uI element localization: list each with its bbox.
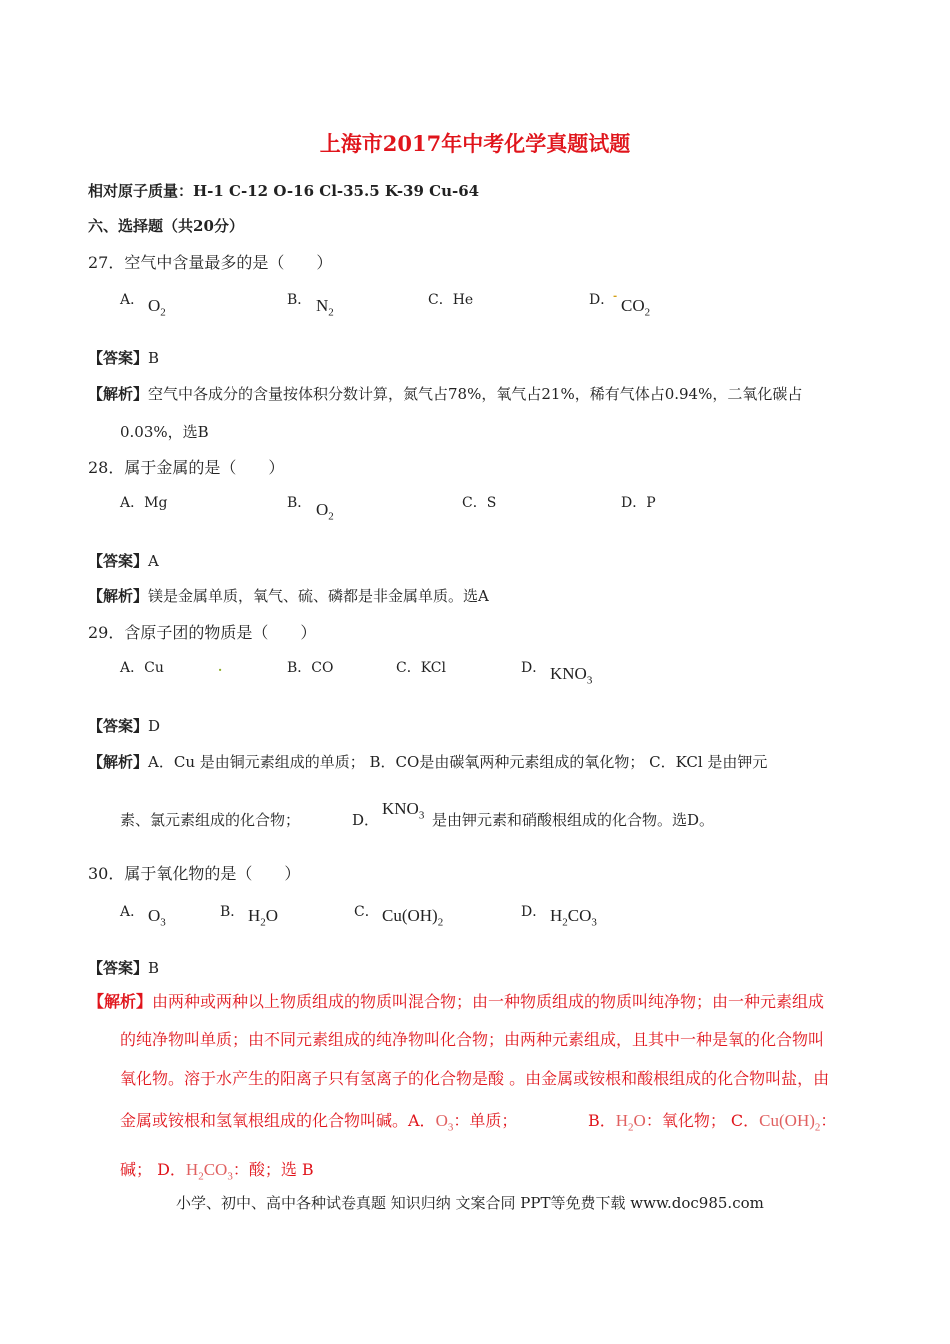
q27-stem: 27．空气中含量最多的是（ ）: [88, 253, 333, 272]
q28-answer: 【答案】A: [88, 552, 159, 570]
q29-analysis-cont: 素、氯元素组成的化合物；: [120, 811, 301, 829]
q30-analysis-line3: 氧化物。溶于水产生的阳离子只有氢离子的化合物是酸 。由金属或铵根和酸根组成的化合物叫盐，由: [120, 1069, 830, 1088]
q30-option-b-formula: $H_2O$: [248, 906, 279, 929]
q27-option-a-label: A．: [120, 292, 145, 308]
footer: 小学、初中、高中各种试卷真题 知识归纳 文案合同 PPT等免费下载 www.doc985.com: [176, 1194, 764, 1212]
q27-option-d-formula: $CO_2$: [621, 296, 651, 319]
q29-option-d-label: D．: [521, 660, 547, 676]
q30-analysis-line4-right: B．$H_2O$：氧化物； C．$Cu(OH)_2$：: [588, 1111, 837, 1134]
q28-analysis: 【解析】镁是金属单质，氧气、硫、磷都是非金属单质。选A: [88, 587, 489, 605]
q28-stem: 28．属于金属的是（ ）: [88, 458, 285, 477]
q30-option-b-label: B．: [220, 904, 245, 920]
q30-analysis: 【解析】由两种或两种以上物质组成的物质叫混合物；由一种物质组成的物质叫纯净物；由一种元素组成: [88, 992, 825, 1011]
q29-option-b: B．CO: [287, 660, 334, 676]
q29-option-d-formula: $KNO_3$: [550, 664, 593, 687]
page-title: 上海市2017年中考化学真题试题: [319, 131, 631, 156]
q28-option-a: A．Mg: [120, 495, 168, 511]
q30-option-c-formula: $Cu(OH)_2$: [382, 906, 444, 929]
stray-mark: -: [613, 291, 618, 302]
q30-stem: 30．属于氧化物的是（ ）: [88, 864, 301, 883]
q30-option-a-formula: $O_3$: [148, 906, 166, 929]
stray-dot: .: [218, 660, 223, 674]
q27-answer: 【答案】B: [88, 349, 160, 367]
q27-option-a-formula: $O_2$: [148, 296, 166, 319]
q29-stem: 29．含原子团的物质是（ ）: [88, 623, 317, 642]
q27-option-c: C．He: [428, 292, 474, 308]
q29-answer: 【答案】D: [88, 717, 161, 735]
q28-option-c: C．S: [462, 495, 497, 511]
q27-option-b-formula: $N_2$: [316, 296, 334, 319]
q29-analysis: 【解析】A．Cu 是由铜元素组成的单质； B．CO是由碳氧两种元素组成的氧化物； C．KCl 是由钾元: [88, 753, 768, 771]
q30-option-d-formula: $H_2CO_3$: [550, 906, 597, 929]
q30-analysis-line2: 的纯净物叫单质；由不同元素组成的纯净物叫化合物；由两种元素组成，且其中一种是氧的化合物叫: [120, 1030, 825, 1049]
section-heading: 六、选择题（共20分）: [88, 217, 244, 235]
q30-option-d-label: D．: [521, 904, 547, 920]
q27-option-d-label: D．: [589, 292, 615, 308]
q29-analysis-formula: $KNO_3$: [382, 799, 425, 822]
q29-analysis-tail: 是由钾元素和硝酸根组成的化合物。选D。: [432, 811, 715, 829]
q27-option-b-label: B．: [287, 292, 312, 308]
q27-analysis-cont: 0.03%，选B: [120, 423, 209, 441]
q30-analysis-line4: 金属或铵根和氢氧根组成的化合物叫碱。A．$O_3$：单质；: [120, 1111, 518, 1134]
q28-option-b-formula: $O_2$: [316, 500, 334, 523]
q28-option-d: D．P: [621, 495, 656, 511]
q30-option-c-label: C．: [354, 904, 379, 920]
q29-analysis-d-label: D．: [352, 811, 380, 829]
q30-analysis-line5: 碱； D．$H_2CO_3$：酸；选 B: [120, 1160, 314, 1183]
q28-option-b-label: B．: [287, 495, 312, 511]
q27-analysis: 【解析】空气中各成分的含量按体积分数计算，氮气占78%，氧气占21%，稀有气体占0.94%，二氧化碳占: [88, 385, 803, 403]
atomic-masses: 相对原子质量：H-1 C-12 O-16 Cl-35.5 K-39 Cu-64: [88, 182, 480, 200]
q30-answer: 【答案】B: [88, 959, 160, 977]
q29-option-a: A．Cu: [120, 660, 164, 676]
q29-option-c: C．KCl: [396, 660, 446, 676]
q30-option-a-label: A．: [120, 904, 145, 920]
